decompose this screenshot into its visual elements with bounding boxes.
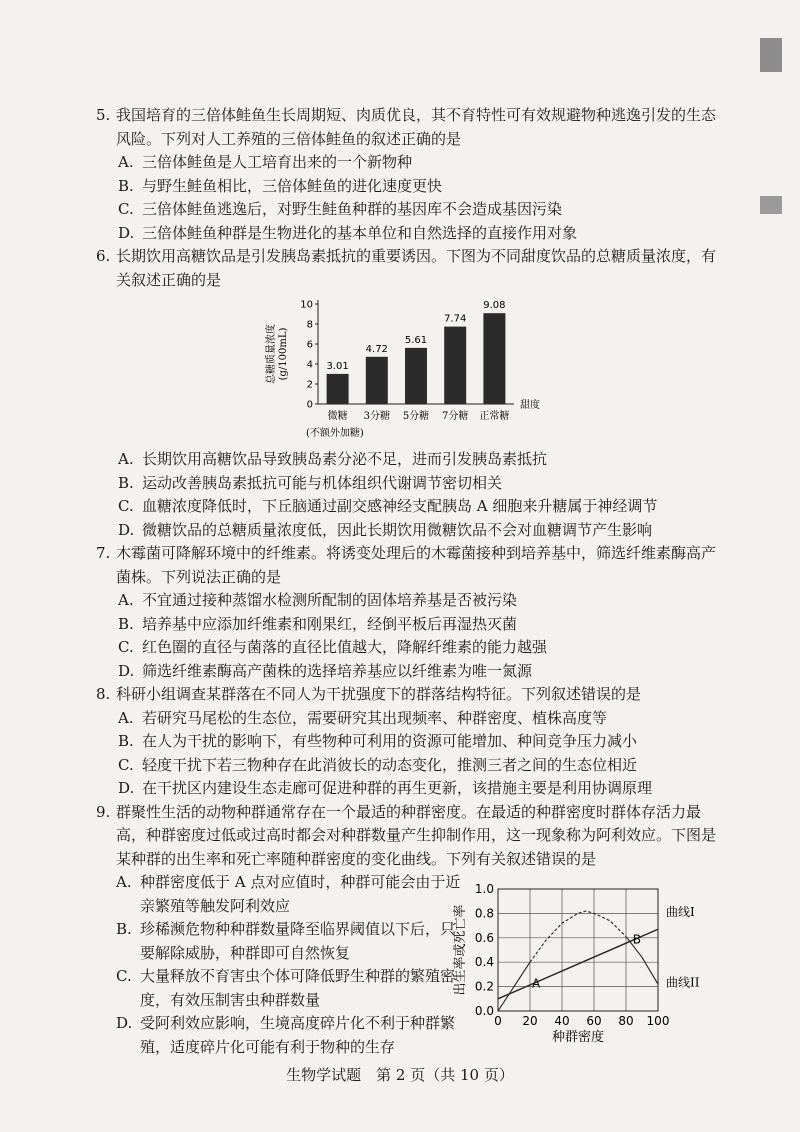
question-stem: 长期饮用高糖饮品是引发胰岛素抵抗的重要诱因。下图为不同甜度饮品的总糖质量浓度，有关叙述正确的是	[116, 247, 717, 289]
y-tick-label: 0.0	[474, 1004, 494, 1018]
questions	[96, 104, 716, 1059]
bar-4	[483, 313, 505, 404]
y-tick-label: 4	[306, 359, 313, 371]
x-axis-title: 种群密度	[551, 1030, 605, 1045]
question-stem: 群聚性生活的动物种群通常存在一个最适的种群密度。在最适的种群密度时群体存活力最高，种群密度过低或过高时都会对种群数量产生抑制作用，这一现象称为阿利效应。下图是某种群的出生率和死亡率随种群密度的变化曲线。下列有关叙述错误的是	[116, 802, 717, 868]
data-label: 3.01	[326, 360, 349, 372]
option-a: A. 种群密度低于 A 点对应值时，种群可能会由于近亲繁殖等触发阿利效应	[116, 873, 461, 915]
x-tick-label: 正常糖	[479, 411, 510, 422]
option-a: A. 不宜通过接种蒸馏水检测所配制的固体培养基是否被污染	[118, 591, 518, 609]
question-stem: 木霉菌可降解环境中的纤维素。将诱变处理后的木霉菌接种到培养基中，筛选纤维素酶高产菌株。下列说法正确的是	[116, 544, 717, 586]
option-d: D. 微糖饮品的总糖质量浓度低，因此长期饮用微糖饮品不会对血糖调节产生影响	[118, 520, 653, 539]
bar-chart-svg	[256, 292, 556, 448]
bar-1	[366, 357, 388, 404]
series-curve-ii-tail	[626, 937, 658, 985]
option-a: A. 三倍体鲑鱼是人工培育出来的一个新物种	[118, 153, 413, 171]
y-tick-label: 1.0	[474, 882, 494, 896]
question-8	[96, 683, 716, 801]
question-9	[96, 801, 716, 1060]
x-tick-label: 5分糖	[402, 411, 430, 422]
question-number: 6.	[96, 247, 111, 265]
x-tick-label: 60	[586, 1014, 602, 1028]
option-b: B. 培养基中应添加纤维素和刚果红，经倒平板后再湿热灭菌	[118, 614, 518, 633]
option-c: C. 血糖浓度降低时，下丘脑通过副交感神经支配胰岛 A 细胞来升糖属于神经调节	[118, 497, 658, 515]
series-label-i: 曲线I	[666, 904, 695, 919]
bar-2	[405, 348, 427, 404]
x-tick-label: 3分糖	[363, 411, 390, 422]
scan-edge-mark	[760, 196, 782, 214]
option-d: D. 筛选纤维素酶高产菌株的选择培养基应以纤维素为唯一氮源	[118, 661, 533, 680]
x-tick-label: 100	[646, 1014, 670, 1028]
y-axis-title: 出生率或死亡率	[453, 904, 468, 996]
question-number: 9.	[96, 802, 111, 821]
option-c: C. 三倍体鲑鱼逃逸后，对野生鲑鱼种群的基因库不会造成基因污染	[118, 200, 563, 218]
option-d: D. 在干扰区内建设生态走廊可促进种群的再生更新，该措施主要是利用协调原理	[118, 779, 653, 797]
point-label-b: B	[632, 932, 642, 947]
point-label-a: A	[532, 976, 541, 991]
x-tick-label: 20	[522, 1014, 538, 1028]
page-footer: 生物学试题 第 2 页（共 10 页）	[286, 1066, 514, 1084]
x-tick-label: 0	[494, 1014, 502, 1028]
x-axis-title: 甜度	[520, 400, 540, 411]
question-7	[96, 542, 716, 683]
option-b: B. 在人为干扰的影响下，有些物种可利用的资源可能增加、种间竞争压力减小	[118, 732, 638, 750]
y-tick-label: 0.8	[474, 906, 494, 921]
y-axis-unit: (g/100mL)	[278, 327, 289, 381]
y-tick-label: 8	[306, 319, 313, 331]
option-b: B. 与野生鲑鱼相比，三倍体鲑鱼的进化速度更快	[118, 176, 443, 195]
y-tick-label: 2	[306, 379, 313, 391]
data-label: 5.61	[404, 334, 428, 346]
series-label-ii: 曲线II	[666, 975, 700, 990]
x-tick-label: 40	[554, 1014, 570, 1028]
question-number: 8.	[96, 685, 111, 703]
option-d: D. 受阿利效应影响，生境高度碎片化不利于种群繁殖，适度碎片化可能有利于物种的生存	[116, 1014, 456, 1056]
x-tick-label: 7分糖	[442, 411, 469, 422]
x-tick-label: 80	[618, 1014, 634, 1028]
x-tick-label: 微糖	[327, 411, 348, 422]
scan-edge-mark	[760, 38, 782, 72]
question-stem: 科研小组调查某群落在不同人为干扰强度下的群落结构特征。下列叙述错误的是	[116, 685, 642, 703]
question-number: 5.	[96, 106, 111, 124]
option-c: C. 大量释放不育害虫个体可降低野生种群的繁殖密度，有效压制害虫种群数量	[116, 967, 456, 1009]
option-c: C. 轻度干扰下若三物种存在此消彼长的动态变化，推测三者之间的生态位相近	[118, 755, 638, 774]
option-c: C. 红色圈的直径与菌落的直径比值越大，降解纤维素的能力越强	[118, 638, 548, 656]
y-axis-title-group	[452, 904, 468, 995]
y-tick-label: 0.6	[474, 930, 494, 945]
birth-death-rate-chart	[452, 875, 712, 1045]
chart-note: (不额外加糖)	[306, 428, 364, 439]
y-tick-label: 0.4	[474, 955, 494, 970]
option-b: B. 运动改善胰岛素抵抗可能与机体组织代谢调节密切相关	[118, 473, 503, 492]
option-d: D. 三倍体鲑鱼种群是生物进化的基本单位和自然选择的直接作用对象	[118, 223, 578, 242]
data-label: 9.08	[483, 300, 506, 312]
option-a: A. 若研究马尾松的生态位，需要研究其出现频率、种群密度、植株高度等	[118, 708, 608, 727]
data-label: 7.74	[444, 313, 467, 325]
bar-0	[327, 374, 349, 404]
question-number: 7.	[96, 544, 111, 562]
y-axis-title-group	[264, 324, 289, 384]
y-axis-title: 总糖质量浓度	[266, 324, 277, 384]
option-a: A. 长期饮用高糖饮品导致胰岛素分泌不足，进而引发胰岛素抵抗	[118, 450, 548, 468]
option-b: B. 珍稀濒危物种种群数量降至临界阈值以下后，只要解除威胁，种群即可自然恢复	[116, 920, 456, 962]
y-tick-label: 10	[300, 299, 313, 311]
sugar-bar-chart	[96, 292, 716, 448]
y-tick-label: 0	[306, 399, 313, 411]
data-label: 4.72	[365, 343, 388, 355]
series-curve-ii-dashed	[530, 911, 626, 962]
bar-3	[444, 327, 466, 404]
question-6	[96, 245, 716, 542]
y-tick-label: 0.2	[474, 979, 494, 994]
plot-frame	[498, 889, 658, 1011]
y-tick-label: 6	[306, 339, 313, 351]
question-stem: 我国培育的三倍体鲑鱼生长周期短、肉质优良，其不育特性可有效规避物种逃逸引发的生态风险。下列对人工养殖的三倍体鲑鱼的叙述正确的是	[116, 106, 717, 148]
question-5	[96, 104, 716, 245]
